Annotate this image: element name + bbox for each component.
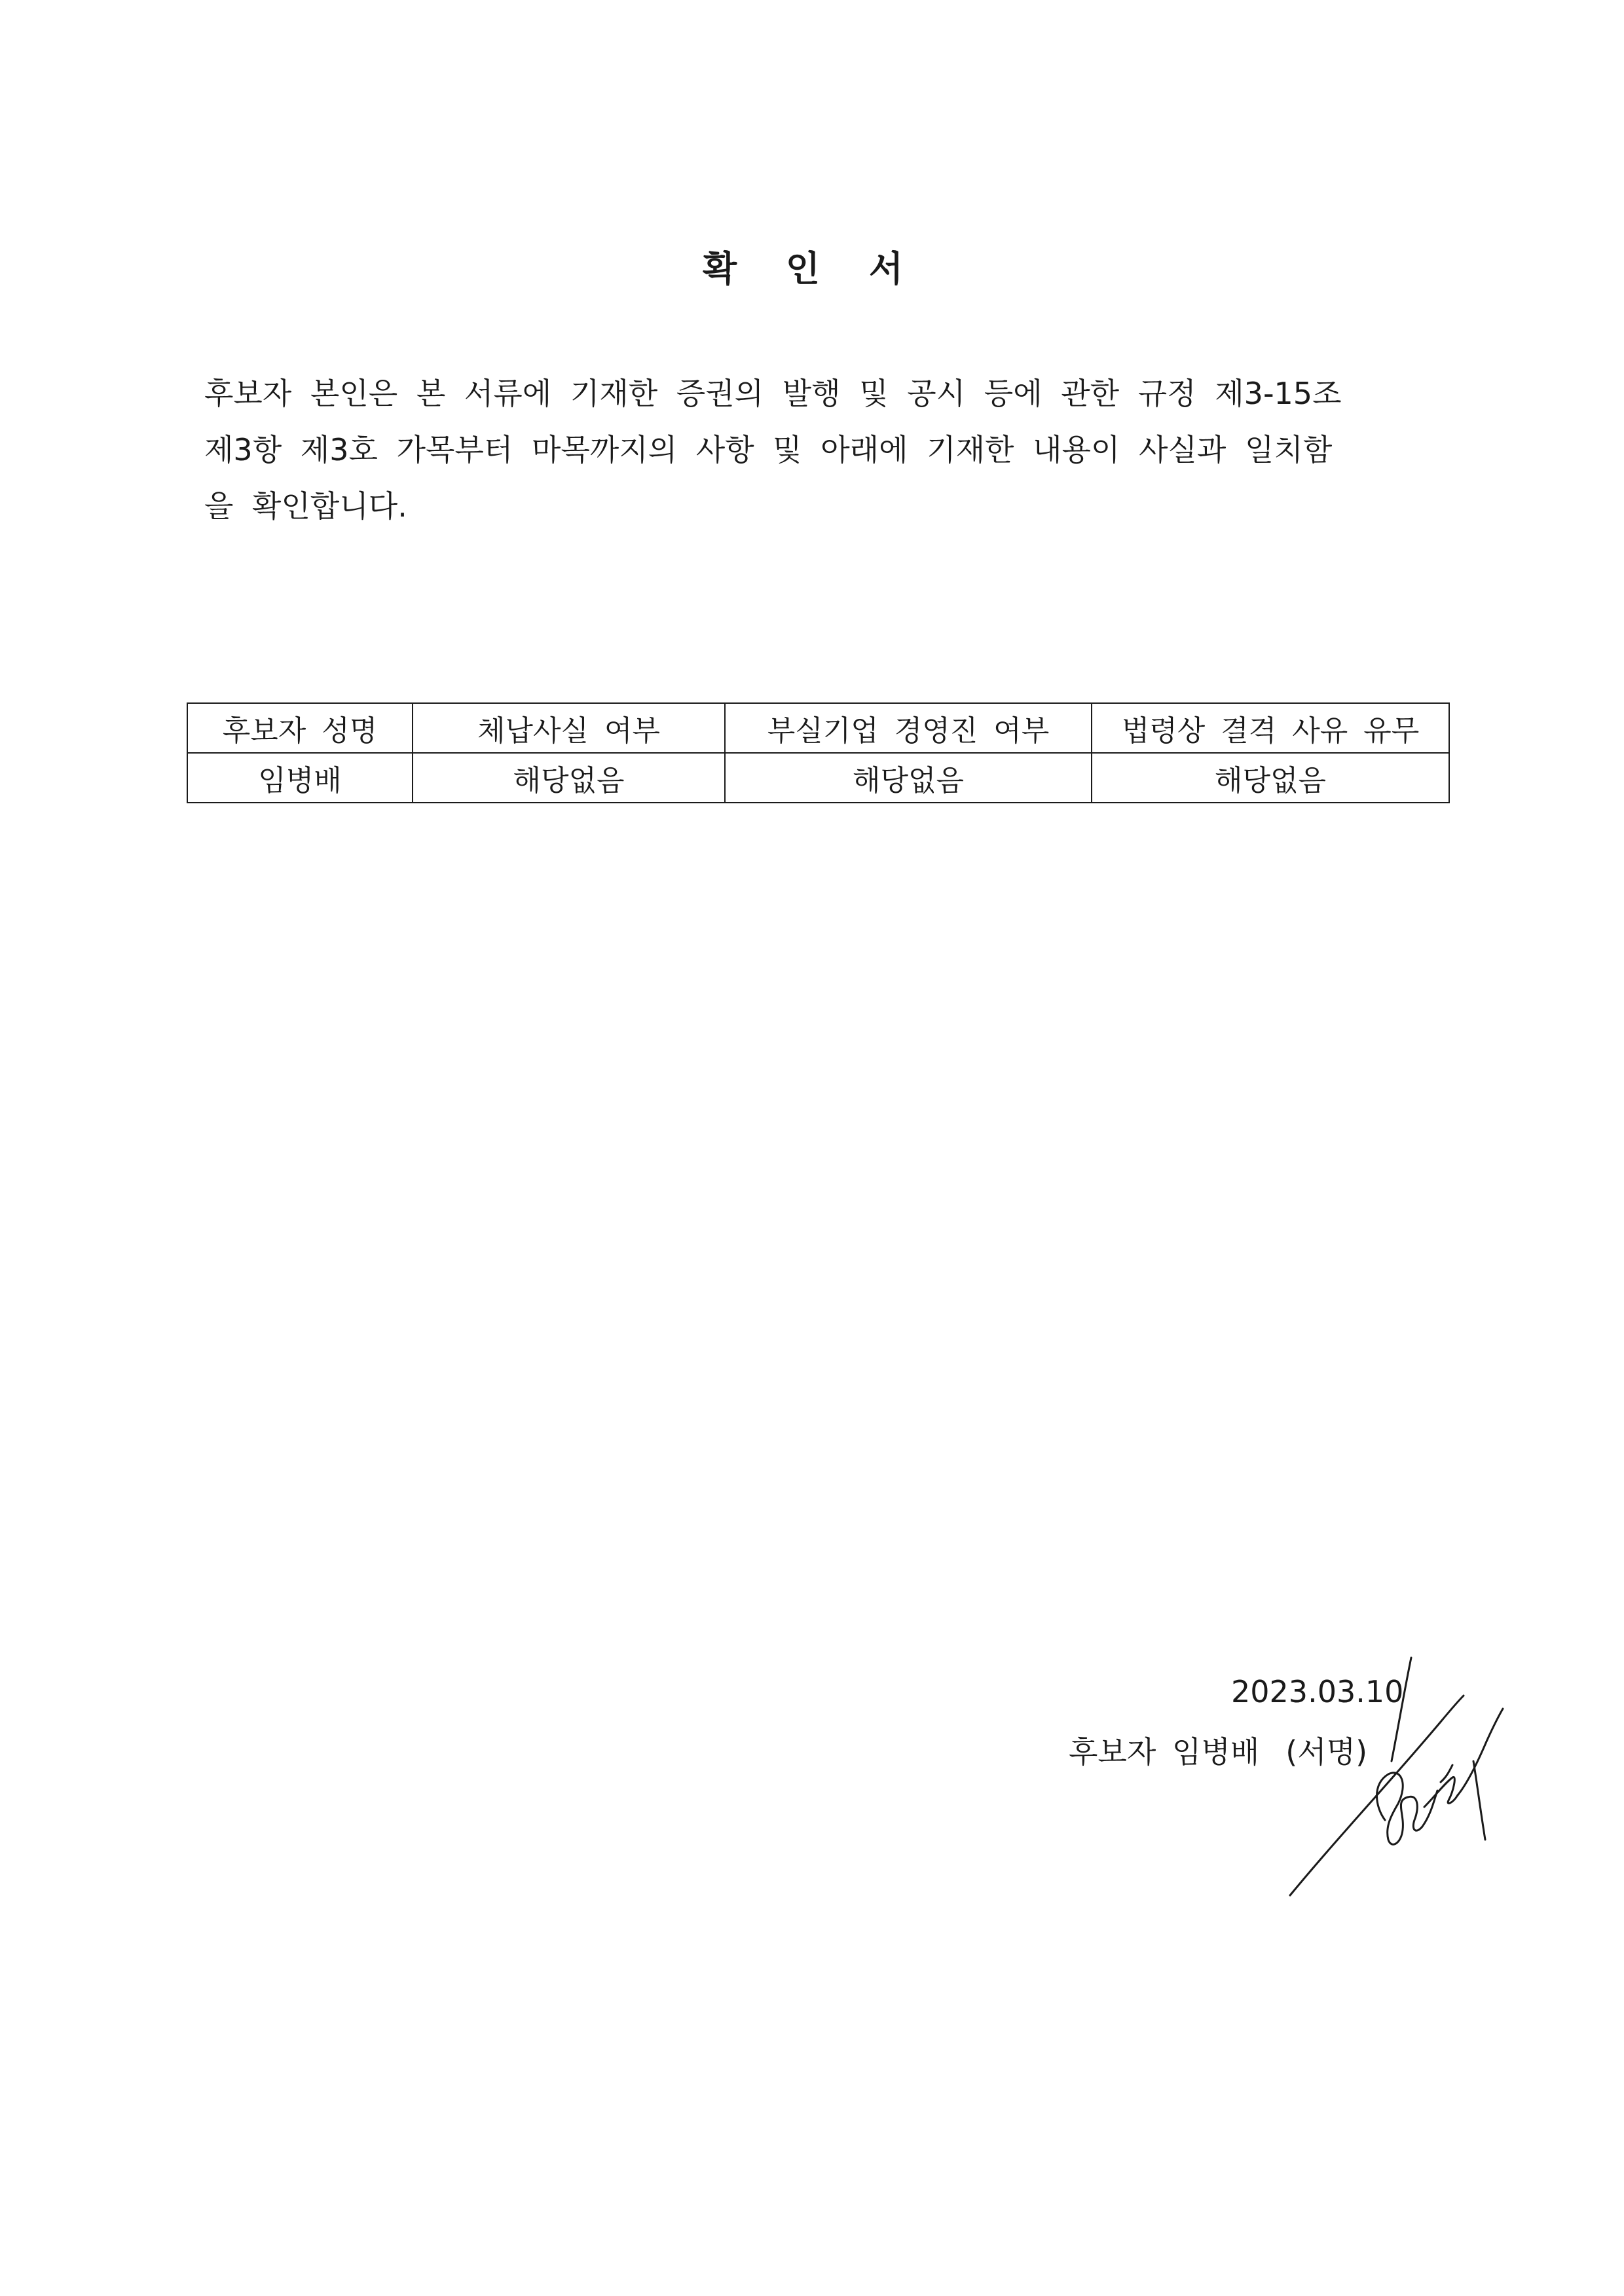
header-candidate-name: 후보자 성명 bbox=[187, 703, 413, 753]
statement-line: 후보자 본인은 본 서류에 기재한 증권의 발행 및 공시 등에 관한 규정 제3-15조 bbox=[204, 376, 1342, 411]
signer-name: 후보자 임병배 bbox=[1069, 1734, 1260, 1770]
cell-candidate-name: 임병배 bbox=[187, 753, 413, 803]
confirmation-table bbox=[187, 702, 1450, 803]
header-tax-arrears: 체납사실 여부 bbox=[413, 703, 725, 753]
header-insolvent-executive: 부실기업 경영진 여부 bbox=[725, 703, 1092, 753]
table-header-row bbox=[187, 703, 1449, 753]
cell-insolvent-executive: 해당없음 bbox=[725, 753, 1092, 803]
document-title: 확 인 서 bbox=[702, 248, 922, 289]
statement-line: 제3항 제3호 가목부터 마목까지의 사항 및 아래에 기재한 내용이 사실과 일치함 bbox=[204, 432, 1333, 467]
statement-line: 을 확인합니다. bbox=[204, 488, 407, 524]
header-legal-disqualification: 법령상 결격 사유 유무 bbox=[1092, 703, 1449, 753]
confirmation-statement bbox=[204, 365, 1449, 534]
signing-date: 2023.03.10 bbox=[1231, 1674, 1404, 1709]
sign-label: (서명) bbox=[1285, 1734, 1368, 1770]
cell-legal-disqualification: 해당없음 bbox=[1092, 753, 1449, 803]
table-row bbox=[187, 753, 1449, 803]
handwritten-signature bbox=[1277, 1643, 1513, 1918]
cell-tax-arrears: 해당없음 bbox=[413, 753, 725, 803]
